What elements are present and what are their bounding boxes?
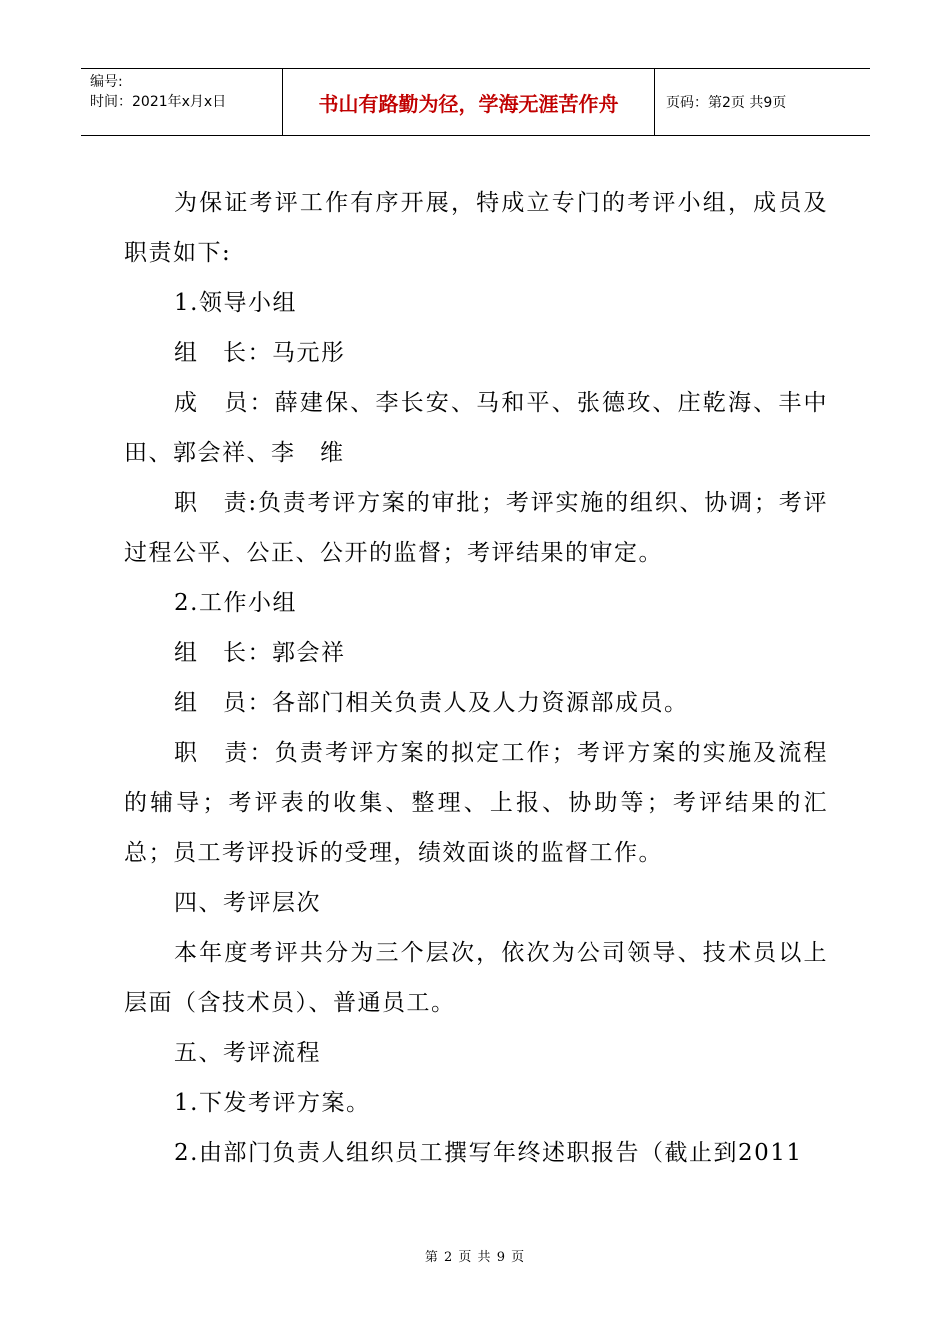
header-meta — [81, 69, 283, 135]
paragraph: 职 责:负责考评方案的审批；考评实施的组织、协调；考评过程公平、公正、公开的监督；考评结果的审定。 — [124, 490, 828, 566]
page-footer: 第 2 页 共 9 页 — [424, 1250, 526, 1265]
date-label: 时间：2021年x月x日 — [90, 94, 227, 110]
header-page-code: 页码：第2页 共9页 — [666, 95, 787, 111]
paragraph: 组 员：各部门相关负责人及人力资源部成员。 — [174, 690, 689, 716]
paragraph: 为保证考评工作有序开展，特成立专门的考评小组，成员及职责如下: — [124, 190, 828, 266]
section-heading: 四、考评层次 — [174, 890, 321, 916]
paragraph: 2.由部门负责人组织员工撰写年终述职报告（截止到2011 — [174, 1140, 803, 1166]
document-body — [124, 178, 828, 1178]
header-motto: 书山有路勤为径，学海无涯苦作舟 — [283, 69, 655, 135]
paragraph: 组 长：马元彤 — [174, 340, 346, 366]
paragraph: 职 责：负责考评方案的拟定工作；考评方案的实施及流程的辅导；考评表的收集、整理、上报、协助等；考评结果的汇总；员工考评投诉的受理，绩效面谈的监督工作。 — [124, 740, 828, 866]
page-header — [81, 68, 870, 136]
paragraph: 组 长：郭会祥 — [174, 640, 346, 666]
paragraph: 成 员：薛建保、李长安、马和平、张德玫、庄乾海、丰中田、郭会祥、李 维 — [124, 390, 828, 466]
paragraph: 1.领导小组 — [174, 290, 297, 316]
section-heading: 五、考评流程 — [174, 1040, 321, 1066]
serial-number-label: 编号: — [90, 74, 123, 90]
paragraph: 1.下发考评方案。 — [174, 1090, 371, 1116]
paragraph: 本年度考评共分为三个层次，依次为公司领导、技术员以上层面（含技术员）、普通员工。 — [124, 940, 828, 1016]
paragraph: 2.工作小组 — [174, 590, 297, 616]
